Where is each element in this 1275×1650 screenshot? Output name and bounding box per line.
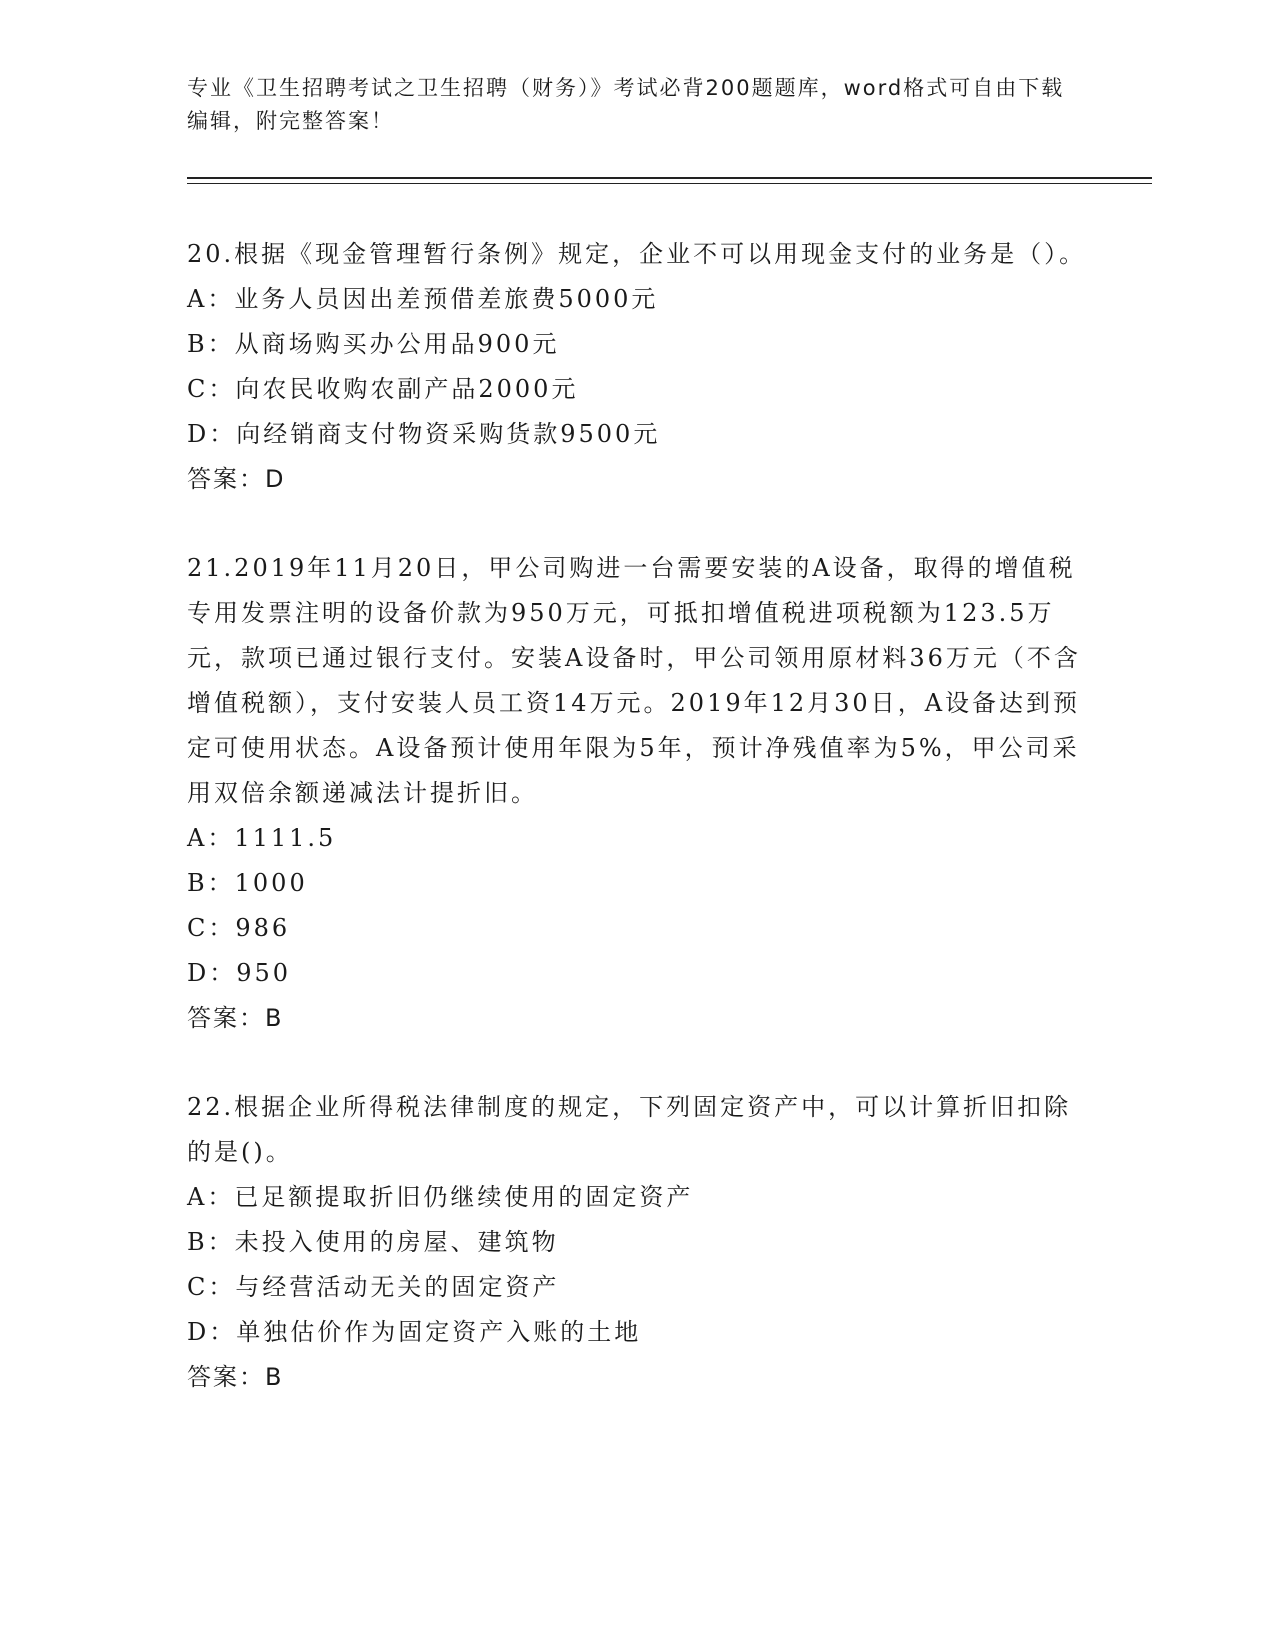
option-a: A：业务人员因出差预借差旅费5000元 (187, 285, 659, 313)
header-divider-thin (187, 183, 1152, 184)
question-text: 20.根据《现金管理暂行条例》规定，企业不可以用现金支付的业务是（）。 (187, 240, 1087, 268)
option-a: A：已足额提取折旧仍继续使用的固定资产 (187, 1183, 694, 1211)
option-b: B：从商场购买办公用品900元 (187, 330, 560, 358)
option-c: C：986 (187, 914, 291, 942)
option-d: D：向经销商支付物资采购货款9500元 (187, 420, 661, 448)
option-b: B：未投入使用的房屋、建筑物 (187, 1228, 559, 1256)
question-21 (187, 546, 1087, 1041)
answer: 答案：B (187, 1004, 284, 1032)
answer: 答案：D (187, 465, 286, 493)
question-text: 22.根据企业所得税法律制度的规定，下列固定资产中，可以计算折旧扣除的是()。 (187, 1093, 1072, 1166)
option-d: D：单独估价作为固定资产入账的土地 (187, 1318, 642, 1346)
question-list (187, 232, 1087, 1444)
header-divider (187, 177, 1152, 179)
option-b: B：1000 (187, 869, 308, 897)
question-text: 21.2019年11月20日，甲公司购进一台需要安装的A设备，取得的增值税专用发票注明的设备价款为950万元，可抵扣增值税进项税额为123.5万元，款项已通过银行支付。安装A设备时，甲公司领用原材料36万元（不含增值税额），支付安装人员工资14万元。2019年12月30日，A设备达到预定可使用状态。A设备预计使用年限为5年，预计净残值率为5%，甲公司采用双倍余额递减法计提折旧。 (187, 554, 1081, 807)
option-c: C：向农民收购农副产品2000元 (187, 375, 579, 403)
option-a: A：1111.5 (187, 824, 337, 852)
option-d: D：950 (187, 959, 292, 987)
answer: 答案：B (187, 1363, 284, 1391)
question-22 (187, 1085, 1087, 1400)
option-c: C：与经营活动无关的固定资产 (187, 1273, 560, 1301)
question-20 (187, 232, 1087, 502)
document-header: 专业《卫生招聘考试之卫生招聘（财务）》考试必背200题题库，word格式可自由下载编辑，附完整答案！ (187, 76, 1065, 133)
